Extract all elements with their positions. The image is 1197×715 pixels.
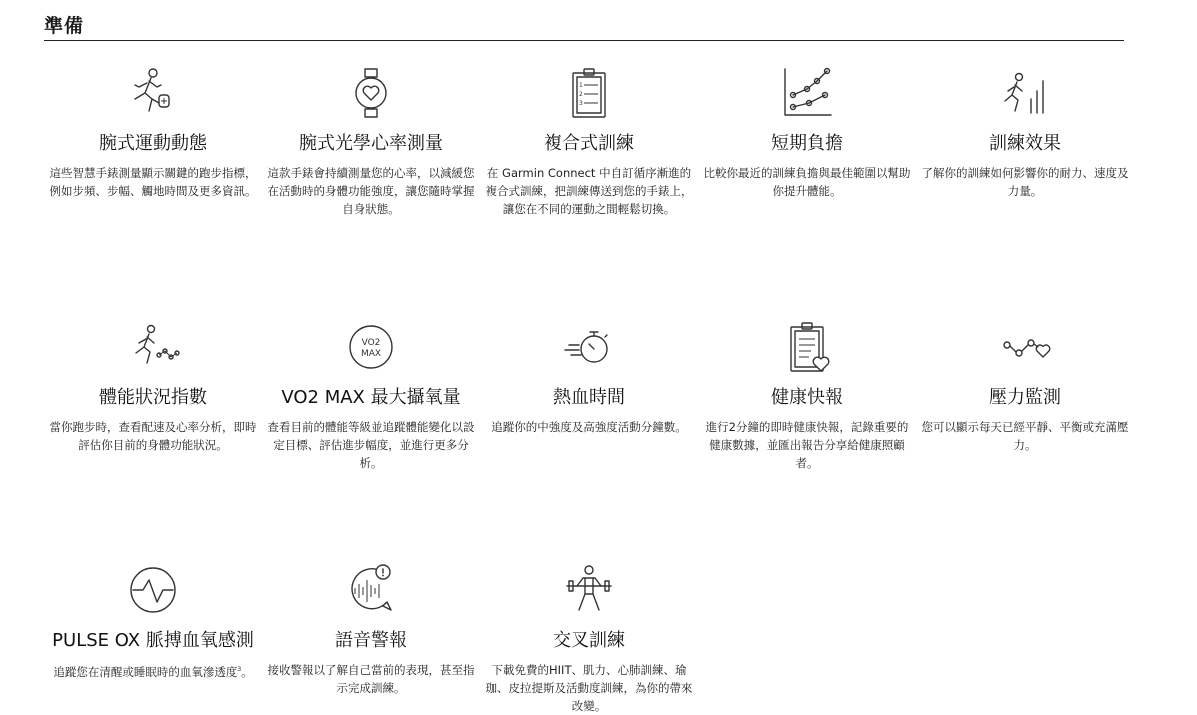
svg-text:1: 1 xyxy=(579,82,583,89)
footnote-marker: 3 xyxy=(237,666,242,673)
feature-description: 這款手錶會持續測量您的心率，以減緩您在活動時的身體功能強度，讓您隨時掌握自身狀態。 xyxy=(267,166,475,216)
feature-title: 健康快報 xyxy=(771,387,843,408)
feature-title: 複合式訓練 xyxy=(544,133,634,154)
feature-title: 短期負擔 xyxy=(771,133,843,154)
feature-title: 熱血時間 xyxy=(553,387,625,408)
weightlifter-icon xyxy=(561,562,617,618)
feature-intensity-minutes xyxy=(480,314,698,557)
feature-title: 腕式光學心率測量 xyxy=(299,133,443,154)
feature-title: 訓練效果 xyxy=(989,133,1061,154)
runner-dots-icon xyxy=(125,319,181,375)
feature-description: 進行2分鐘的即時健康快報，記錄重要的健康數據，並匯出報告分享給健康照顧者。 xyxy=(705,420,909,470)
feature-audio-prompts xyxy=(262,557,480,707)
pulse-ox-icon xyxy=(125,562,181,618)
feature-description: 比較你最近的訓練負擔與最佳範圍以幫助你提升體能。 xyxy=(703,166,911,198)
feature-description: 下載免費的HIIT、肌力、心肺訓練、瑜珈、皮拉提斯及活動度訓練，為你的帶來改變。 xyxy=(485,663,693,713)
feature-description: 查看目前的體能等級並追蹤體能變化以設定目標、評估進步幅度，並進行更多分析。 xyxy=(267,420,475,470)
stress-hearts-icon xyxy=(997,319,1053,375)
svg-text:2: 2 xyxy=(579,91,583,98)
clipboard-list-icon xyxy=(561,65,617,121)
section-header xyxy=(44,12,1124,41)
runner-bars-icon xyxy=(997,65,1053,121)
feature-description: 接收警報以了解自己當前的表現，甚至指示完成訓練。 xyxy=(267,663,475,695)
voice-alert-icon xyxy=(343,562,399,618)
svg-text:3: 3 xyxy=(579,100,583,107)
feature-title: 壓力監測 xyxy=(989,387,1061,408)
feature-performance-condition xyxy=(44,314,262,557)
feature-description: 這些智慧手錶測量顯示關鍵的跑步指標，例如步頻、步幅、觸地時間及更多資訊。 xyxy=(49,166,257,198)
max-label: MAX xyxy=(360,349,382,359)
feature-title: 體能狀況指數 xyxy=(99,387,207,408)
heart-watch-icon xyxy=(343,65,399,121)
feature-description-text: 追蹤您在清醒或睡眠時的血氧滲透度 xyxy=(53,664,238,679)
stopwatch-icon xyxy=(561,319,617,375)
section-title: 準備 xyxy=(44,15,85,37)
feature-acute-load xyxy=(698,60,916,314)
feature-vo2max xyxy=(262,314,480,557)
feature-training-effect xyxy=(916,60,1134,314)
feature-grid xyxy=(44,60,1134,713)
feature-wrist-heart-rate xyxy=(262,60,480,314)
feature-title: 腕式運動動態 xyxy=(99,133,207,154)
feature-description: 在 Garmin Connect 中自訂循序漸進的複合式訓練，把訓練傳送到您的手錶上，讓您在不同的運動之間輕鬆切換。 xyxy=(485,166,693,216)
feature-description: 您可以顯示每天已經平靜、平衡或充滿壓力。 xyxy=(921,420,1129,452)
vo2-label: VO2 xyxy=(361,338,381,348)
feature-title: 交叉訓練 xyxy=(553,630,625,651)
vo2max-icon xyxy=(343,319,399,375)
feature-description-tail: 。 xyxy=(241,664,253,679)
feature-pulse-ox xyxy=(44,557,262,707)
feature-multisport-workouts xyxy=(480,60,698,314)
feature-description xyxy=(46,661,260,681)
feature-description: 了解你的訓練如何影響你的耐力、速度及力量。 xyxy=(921,166,1129,198)
feature-title: 語音警報 xyxy=(335,630,407,651)
feature-title: PULSE OX 脈搏血氧感測 xyxy=(52,630,254,651)
feature-stress-tracking xyxy=(916,314,1134,557)
feature-health-snapshot xyxy=(698,314,916,557)
feature-description: 當你跑步時，查看配速及心率分析，即時評估你目前的身體功能狀況。 xyxy=(49,420,257,452)
running-watch-icon xyxy=(125,65,181,121)
line-graph-icon xyxy=(779,65,835,121)
feature-running-dynamics xyxy=(44,60,262,314)
feature-cross-training xyxy=(480,557,698,713)
clipboard-heart-icon xyxy=(779,319,835,375)
feature-description: 追蹤你的中強度及高強度活動分鐘數。 xyxy=(491,420,687,434)
feature-title: VO2 MAX 最大攝氧量 xyxy=(281,387,461,408)
